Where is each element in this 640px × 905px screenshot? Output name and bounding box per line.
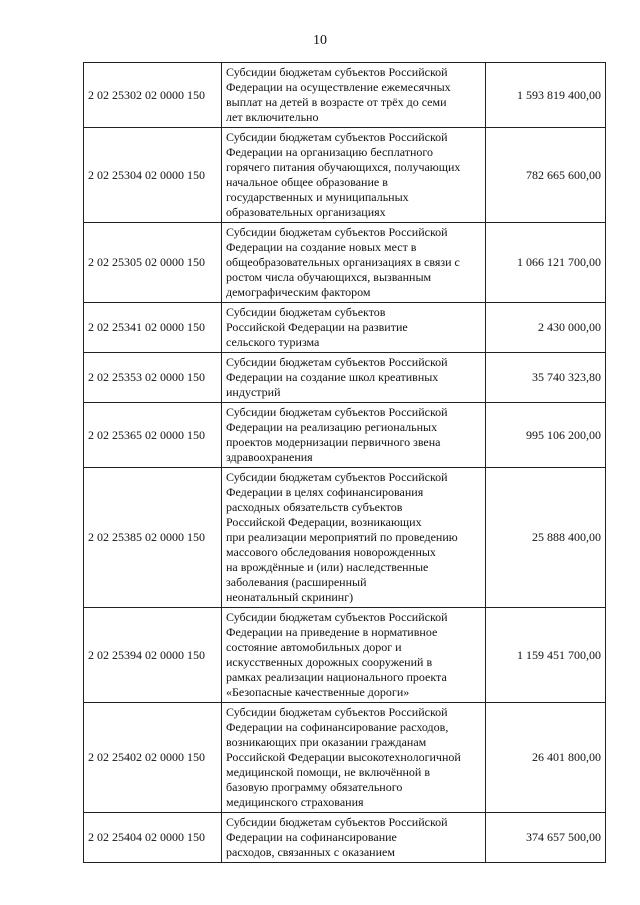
- description-line: медицинского страхования: [226, 795, 364, 809]
- description-line: сельского туризма: [226, 335, 320, 349]
- description-line: Субсидии бюджетам субъектов Российской: [226, 65, 448, 79]
- budget-table-body: [84, 63, 606, 863]
- table-row: [84, 703, 606, 813]
- budget-code-cell: 2 02 25341 02 0000 150: [84, 303, 222, 353]
- description-line: Федерации на создание новых мест в: [226, 240, 417, 254]
- budget-code-cell: 2 02 25394 02 0000 150: [84, 608, 222, 703]
- amount-cell: 1 066 121 700,00: [486, 223, 606, 303]
- description-line: Субсидии бюджетам субъектов Российской: [226, 405, 448, 419]
- description-line: государственных и муниципальных: [226, 190, 409, 204]
- description-line: Федерации на приведение в нормативное: [226, 625, 438, 639]
- description-line: Федерации в целях софинансирования: [226, 485, 424, 499]
- amount-cell: 374 657 500,00: [486, 813, 606, 863]
- description-line: Субсидии бюджетам субъектов Российской: [226, 130, 448, 144]
- description-line: неонатальный скрининг): [226, 590, 354, 604]
- description-line: Субсидии бюджетам субъектов: [226, 305, 386, 319]
- description-line: возникающих при оказании гражданам: [226, 735, 427, 749]
- description-line: Российской Федерации на развитие: [226, 320, 408, 334]
- description-line: состояние автомобильных дорог и: [226, 640, 402, 654]
- description-line: Федерации на организацию бесплатного: [226, 145, 433, 159]
- table-row: [84, 303, 606, 353]
- description-line: расходов, связанных с оказанием: [226, 845, 395, 859]
- amount-cell: 35 740 323,80: [486, 353, 606, 403]
- subsidy-description-cell: [222, 403, 486, 468]
- description-line: горячего питания обучающихся, получающих: [226, 160, 461, 174]
- description-line: базовую программу обязательного: [226, 780, 403, 794]
- amount-cell: 2 430 000,00: [486, 303, 606, 353]
- amount-cell: 25 888 400,00: [486, 468, 606, 608]
- description-line: искусственных дорожных сооружений в: [226, 655, 433, 669]
- table-row: [84, 223, 606, 303]
- description-line: медицинской помощи, не включённой в: [226, 765, 431, 779]
- budget-code-cell: 2 02 25353 02 0000 150: [84, 353, 222, 403]
- amount-cell: 26 401 800,00: [486, 703, 606, 813]
- table-row: [84, 468, 606, 608]
- description-line: Федерации на реализацию региональных: [226, 420, 438, 434]
- subsidy-description-cell: [222, 703, 486, 813]
- description-line: Субсидии бюджетам субъектов Российской: [226, 225, 448, 239]
- description-line: выплат на детей в возрасте от трёх до семи: [226, 95, 447, 109]
- description-line: Федерации на софинансирование расходов,: [226, 720, 449, 734]
- description-line: на врождённые и (или) наследственные: [226, 560, 429, 574]
- description-line: расходных обязательств субъектов: [226, 500, 403, 514]
- description-line: Субсидии бюджетам субъектов Российской: [226, 355, 448, 369]
- page-number: 10: [313, 33, 327, 48]
- amount-cell: 1 593 819 400,00: [486, 63, 606, 128]
- amount-cell: 782 665 600,00: [486, 128, 606, 223]
- budget-code-cell: 2 02 25365 02 0000 150: [84, 403, 222, 468]
- description-line: ростом числа обучающихся, вызванным: [226, 270, 432, 284]
- amount-cell: 1 159 451 700,00: [486, 608, 606, 703]
- description-line: Федерации на софинансирование: [226, 830, 397, 844]
- subsidy-description-cell: [222, 608, 486, 703]
- description-line: Субсидии бюджетам субъектов Российской: [226, 705, 448, 719]
- description-line: образовательных организациях: [226, 205, 386, 219]
- description-line: проектов модернизации первичного звена: [226, 435, 441, 449]
- subsidy-description-cell: [222, 468, 486, 608]
- description-line: демографическим фактором: [226, 285, 371, 299]
- subsidy-description-cell: [222, 303, 486, 353]
- description-line: Субсидии бюджетам субъектов Российской: [226, 610, 448, 624]
- description-line: Федерации на создание школ креативных: [226, 370, 439, 384]
- table-row: [84, 403, 606, 468]
- table-row: [84, 63, 606, 128]
- table-row: [84, 608, 606, 703]
- description-line: общеобразовательных организациях в связи с: [226, 255, 460, 269]
- subsidy-description-cell: [222, 353, 486, 403]
- table-row: [84, 813, 606, 863]
- description-line: «Безопасные качественные дороги»: [226, 685, 410, 699]
- table-row: [84, 128, 606, 223]
- budget-code-cell: 2 02 25305 02 0000 150: [84, 223, 222, 303]
- amount-cell: 995 106 200,00: [486, 403, 606, 468]
- description-line: здравоохранения: [226, 450, 313, 464]
- description-line: массового обследования новорожденных: [226, 545, 436, 559]
- budget-code-cell: 2 02 25385 02 0000 150: [84, 468, 222, 608]
- table-row: [84, 353, 606, 403]
- description-line: Российской Федерации высокотехнологичной: [226, 750, 461, 764]
- subsidy-description-cell: [222, 813, 486, 863]
- description-line: лет включительно: [226, 110, 319, 124]
- description-line: начальное общее образование в: [226, 175, 388, 189]
- description-line: Субсидии бюджетам субъектов Российской: [226, 470, 448, 484]
- budget-code-cell: 2 02 25302 02 0000 150: [84, 63, 222, 128]
- subsidy-description-cell: [222, 223, 486, 303]
- budget-table: [83, 62, 606, 863]
- description-line: Субсидии бюджетам субъектов Российской: [226, 815, 448, 829]
- description-line: при реализации мероприятий по проведению: [226, 530, 458, 544]
- budget-code-cell: 2 02 25402 02 0000 150: [84, 703, 222, 813]
- description-line: Российской Федерации, возникающих: [226, 515, 422, 529]
- subsidy-description-cell: [222, 128, 486, 223]
- budget-code-cell: 2 02 25304 02 0000 150: [84, 128, 222, 223]
- description-line: заболевания (расширенный: [226, 575, 367, 589]
- subsidy-description-cell: [222, 63, 486, 128]
- description-line: Федерации на осуществление ежемесячных: [226, 80, 451, 94]
- budget-code-cell: 2 02 25404 02 0000 150: [84, 813, 222, 863]
- description-line: индустрий: [226, 385, 281, 399]
- description-line: рамках реализации национального проекта: [226, 670, 447, 684]
